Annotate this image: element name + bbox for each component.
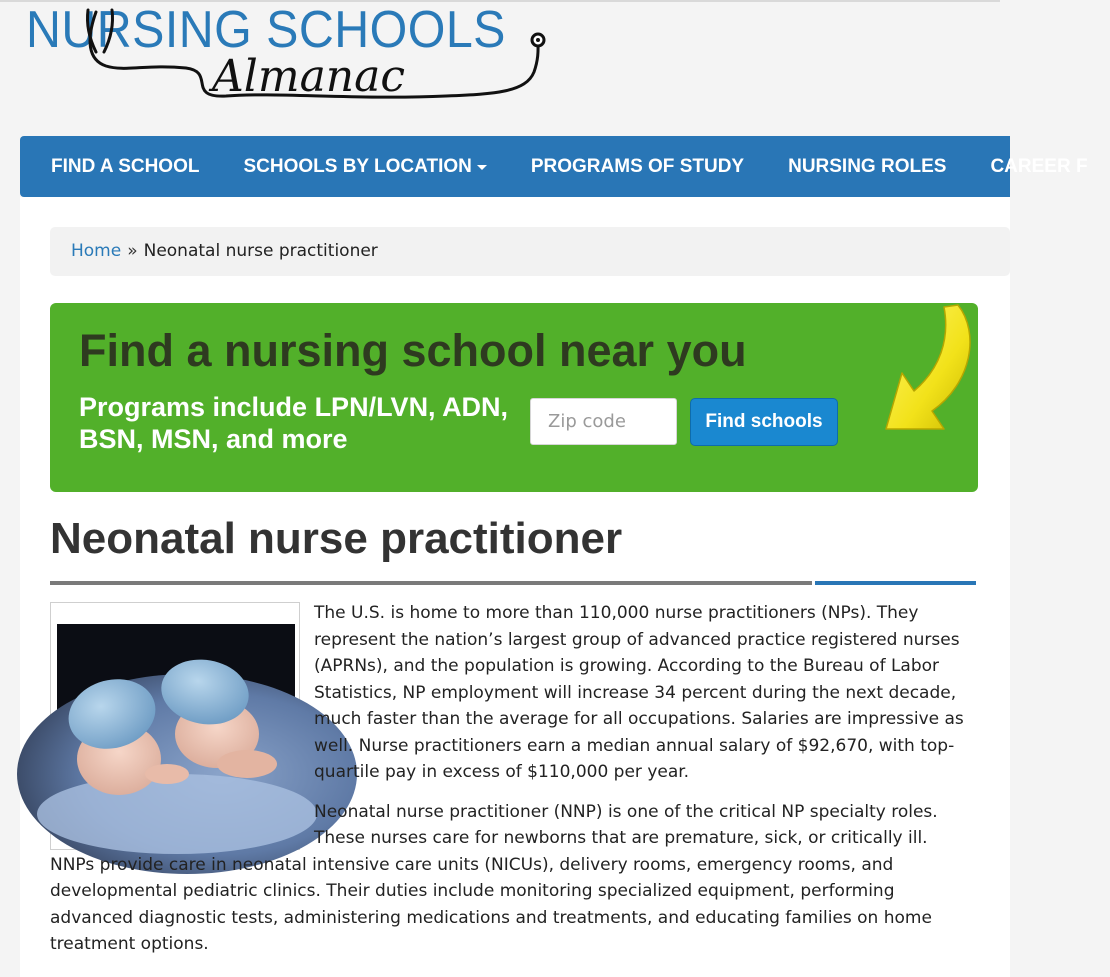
article-body [50,600,970,971]
nav-item-label: SCHOOLS BY LOCATION [243,156,472,177]
nav-item-label: PROGRAMS OF STUDY [530,156,745,177]
site-logo[interactable] [26,0,546,112]
find-schools-button[interactable]: Find schools [690,398,838,446]
nav-item-label: NURSING ROLES [788,156,947,177]
logo-title: NURSING SCHOOLS [26,1,506,59]
main-nav [20,136,1088,197]
nav-item-label: CAREER F [990,156,1088,177]
page-title: Neonatal nurse practitioner [50,514,623,563]
logo-subtitle: Almanac [212,51,406,102]
title-divider-accent [815,581,976,585]
nav-career[interactable] [968,136,1109,197]
article-paragraph: The U.S. is home to more than 110,000 nurse practitioners (NPs). They represent the nation’s largest group of advanced practice registered nurses (APRNs), and the population is growing. According to the Bureau of Labor Statistics, NP employment will increase 34 percent during the next decade, much faster than the average for all occupations. Salaries are impressive as well. Nurse practitioners earn a median annual salary of $92,670, with top-quartile pay in excess of $110,000 per year. [314,603,964,782]
breadcrumb-home-link[interactable]: Home [71,241,122,261]
title-divider [50,581,812,585]
zip-code-input[interactable] [530,398,677,445]
breadcrumb-separator: » [127,241,138,261]
banner-subtitle: Programs include LPN/LVN, ADN, BSN, MSN, and more [79,392,509,454]
nav-find-a-school[interactable] [20,136,221,197]
article-paragraph: Neonatal nurse practitioner (NNP) is one of the critical NP specialty roles. These nurses care for newborns that are premature, sick, or critically ill. NNPs provide care in neonatal intensive care units (NICUs), delivery rooms, emergency rooms, and developmental pediatric clinics. Their duties include monitoring specialized equipment, performing advanced diagnostic tests, administering medications and treatments, and educating families on home treatment options. [50,801,938,954]
caret-down-icon [477,165,487,170]
banner-title: Find a nursing school near you [79,325,747,376]
yellow-curved-arrow-icon [840,303,978,492]
nav-programs-of-study[interactable] [509,136,766,197]
nav-schools-by-location[interactable] [221,136,508,197]
breadcrumb [50,227,1010,276]
nav-item-label: FIND A SCHOOL [51,156,200,177]
school-finder-banner [50,303,978,492]
stethoscope-icon [26,0,546,112]
photo-spacer [50,600,314,850]
breadcrumb-current: Neonatal nurse practitioner [143,241,378,261]
nav-nursing-roles[interactable] [766,136,968,197]
